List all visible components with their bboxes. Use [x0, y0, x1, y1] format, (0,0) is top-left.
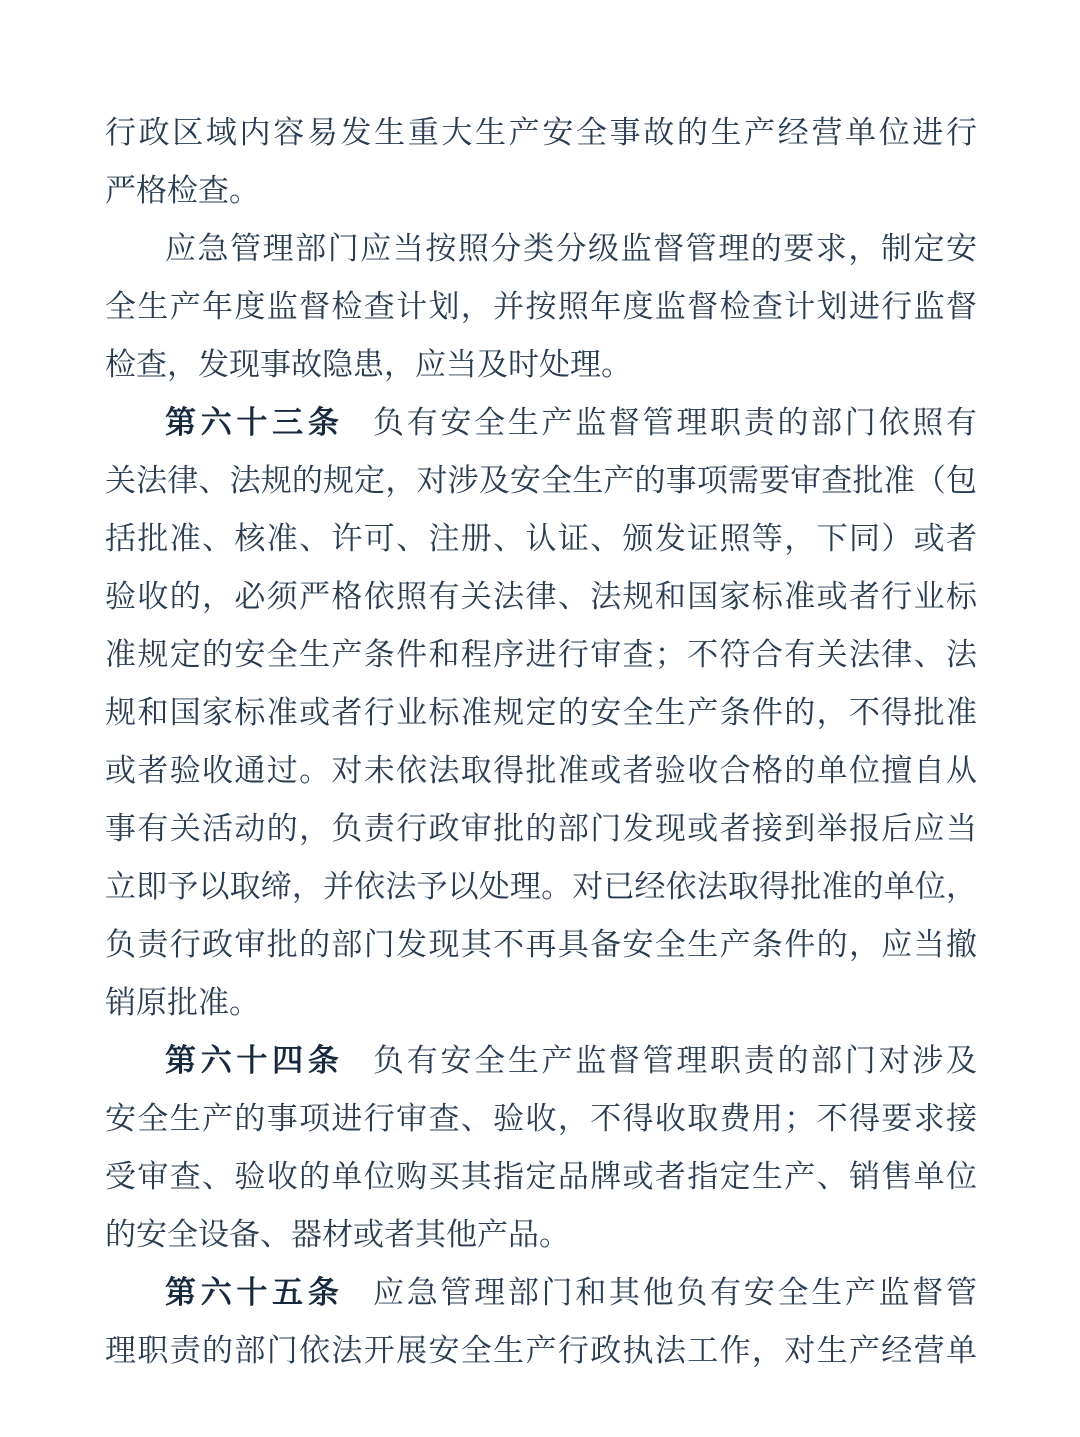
line-text: 应急管理部门应当按照分类分级监督管理的要求，制定安 [165, 231, 977, 266]
line-text: 负有安全生产监督管理职责的部门对涉及 [372, 1043, 978, 1078]
line-text: 准规定的安全生产条件和程序进行审查；不符合有关法律、法 [105, 637, 977, 672]
line-text: 或者验收通过。对未依法取得批准或者验收合格的单位擅自从 [105, 753, 977, 788]
line-text: 规和国家标准或者行业标准规定的安全生产条件的，不得批准 [105, 695, 977, 730]
article-heading-line [105, 394, 977, 452]
text-line [105, 568, 977, 626]
line-text: 括批准、核准、许可、注册、认证、颁发证照等，下同）或者 [105, 521, 977, 556]
line-text: 应急管理部门和其他负有安全生产监督管 [372, 1275, 978, 1310]
line-text: 严格检查。 [105, 173, 260, 208]
text-line [105, 916, 977, 974]
article-heading-line [105, 1032, 977, 1090]
law-text-block [105, 104, 977, 1380]
text-line [105, 1322, 977, 1380]
line-text: 全生产年度监督检查计划，并按照年度监督检查计划进行监督 [105, 289, 977, 324]
text-line [105, 800, 977, 858]
text-line [105, 1206, 977, 1264]
text-line [105, 278, 977, 336]
line-text: 受审查、验收的单位购买其指定品牌或者指定生产、销售单位 [105, 1159, 977, 1194]
text-line [105, 1090, 977, 1148]
line-text: 销原批准。 [105, 985, 260, 1020]
text-line [105, 452, 977, 510]
article-number: 第六十四条 [165, 1043, 344, 1078]
text-line [105, 974, 977, 1032]
text-line [105, 858, 977, 916]
text-line [105, 626, 977, 684]
line-text: 关法律、法规的规定，对涉及安全生产的事项需要审查批准（包 [105, 463, 977, 498]
text-line [105, 162, 977, 220]
line-text: 验收的，必须严格依照有关法律、法规和国家标准或者行业标 [105, 579, 977, 614]
line-text: 行政区域内容易发生重大生产安全事故的生产经营单位进行 [105, 115, 977, 150]
text-line [105, 104, 977, 162]
line-text: 立即予以取缔，并依法予以处理。对已经依法取得批准的单位， [105, 869, 977, 904]
line-text: 负责行政审批的部门发现其不再具备安全生产条件的，应当撤 [105, 927, 977, 962]
article-number: 第六十五条 [165, 1275, 344, 1310]
article-heading-line [105, 1264, 977, 1322]
line-text: 负有安全生产监督管理职责的部门依照有 [372, 405, 978, 440]
line-text: 事有关活动的，负责行政审批的部门发现或者接到举报后应当 [105, 811, 977, 846]
line-text: 检查，发现事故隐患，应当及时处理。 [105, 347, 632, 382]
text-line [105, 684, 977, 742]
line-text: 安全生产的事项进行审查、验收，不得收取费用；不得要求接 [105, 1101, 977, 1136]
text-line [105, 510, 977, 568]
text-line [105, 1148, 977, 1206]
text-line [105, 742, 977, 800]
text-line [105, 220, 977, 278]
text-line [105, 336, 977, 394]
line-text: 理职责的部门依法开展安全生产行政执法工作，对生产经营单 [105, 1333, 977, 1368]
article-number: 第六十三条 [165, 405, 344, 440]
line-text: 的安全设备、器材或者其他产品。 [105, 1217, 570, 1252]
